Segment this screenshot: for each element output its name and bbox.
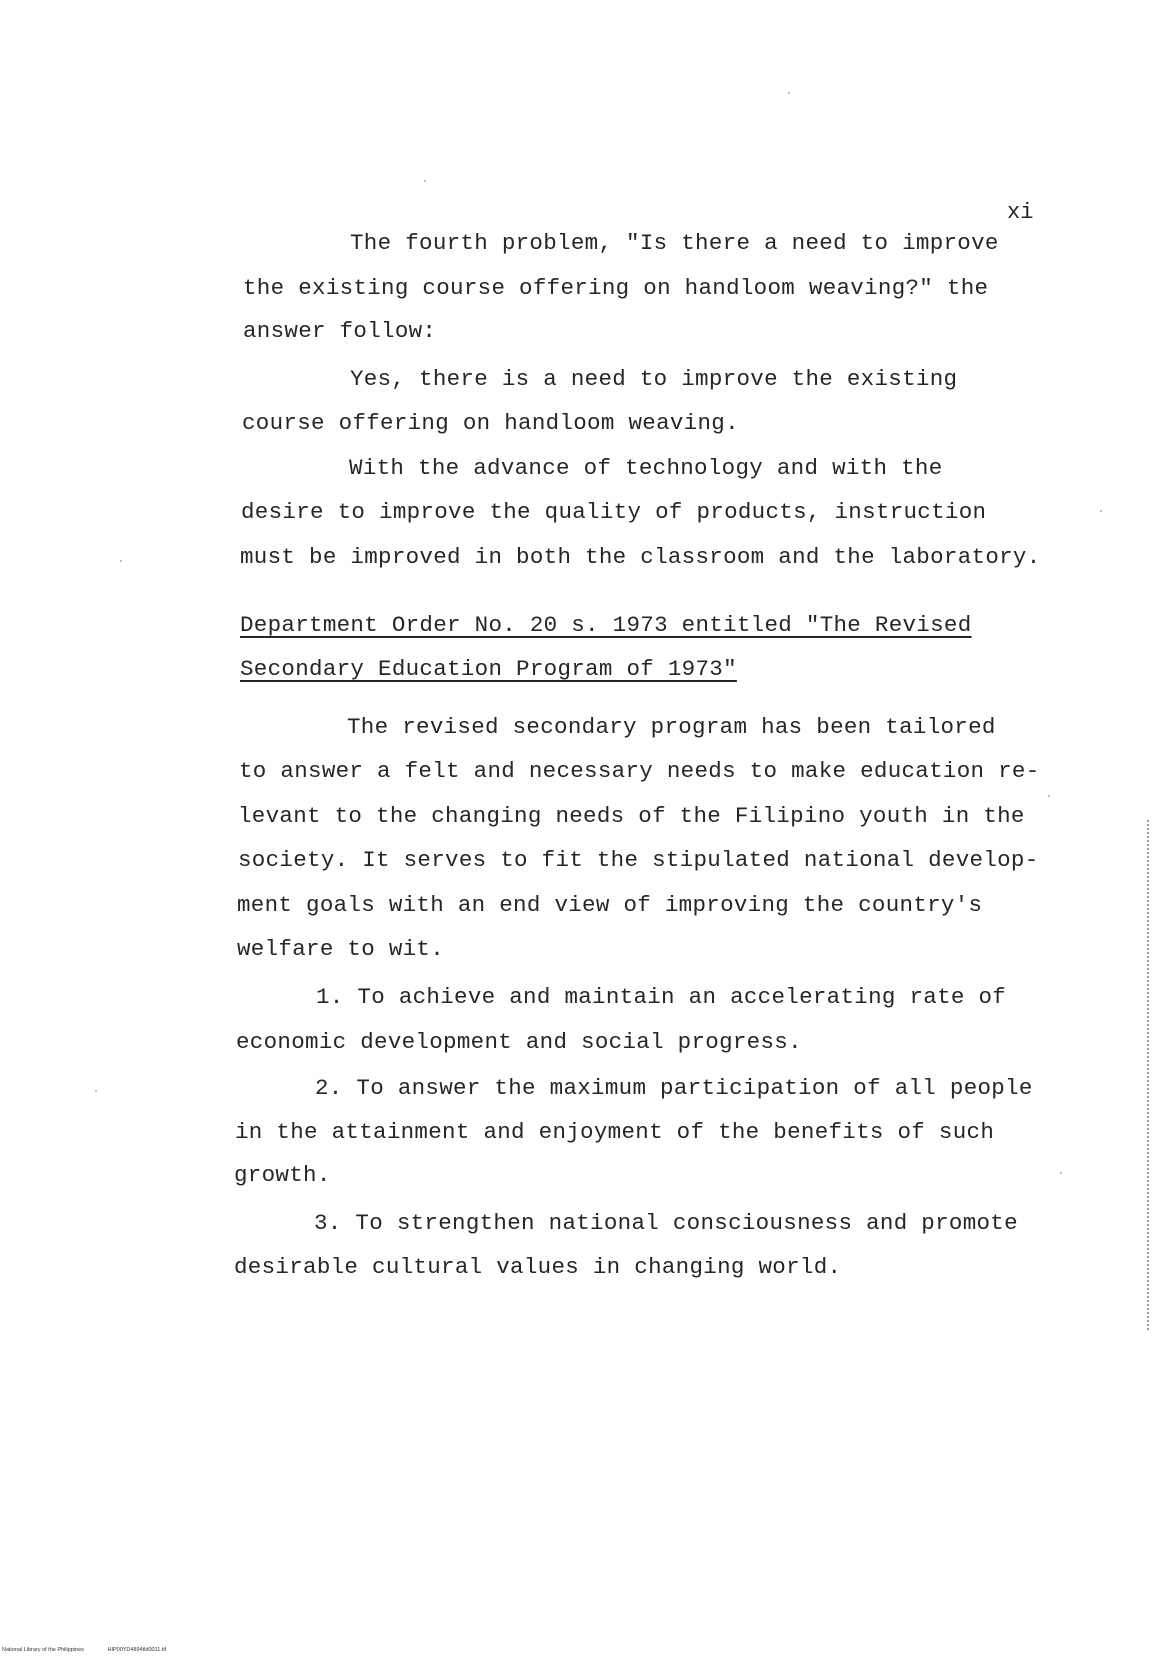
revised-line-5: ment goals with an end view of improving the country's [237,892,983,918]
list-item-2-line-1: 2. To answer the maximum participation of all people [315,1075,1033,1101]
footer-file-id: HIP00YD4894tld0011.tif [107,1647,167,1653]
list-item-2-line-2: in the attainment and enjoyment of the benefits of such [235,1119,995,1145]
list-item-1-line-2: economic development and social progress. [236,1029,802,1055]
revised-line-6: welfare to wit. [237,936,445,962]
advance-line-3: must be improved in both the classroom and the laboratory. [240,544,1041,570]
problem-line-3: answer follow: [243,318,437,344]
scan-edge-dots [1147,820,1151,1330]
advance-line-1: With the advance of technology and with the [349,455,943,481]
scan-speck [1100,510,1102,512]
revised-line-4: society. It serves to fit the stipulated national develop- [238,847,1039,873]
scan-footer [2,1648,166,1654]
scan-speck [95,1090,97,1092]
revised-line-1: The revised secondary program has been tailored [347,714,996,740]
problem-line-2: the existing course offering on handloom weaving?" the [243,275,989,301]
advance-line-2: desire to improve the quality of products, instruction [241,499,987,525]
scan-speck [788,92,790,94]
scan-speck [120,560,122,562]
answer-line-2: course offering on handloom weaving. [242,410,739,436]
section-heading-line-2: Secondary Education Program of 1973" [240,656,737,682]
page-number: xi [1007,200,1034,225]
list-item-3-line-1: 3. To strengthen national consciousness and promote [314,1210,1018,1236]
revised-line-3: levant to the changing needs of the Filipino youth in the [238,803,1025,829]
list-item-3-line-2: desirable cultural values in changing world. [234,1254,842,1280]
problem-line-1: The fourth problem, "Is there a need to improve [350,230,999,256]
revised-line-2: to answer a felt and necessary needs to make education re- [239,758,1040,784]
scan-speck [1048,795,1050,797]
section-heading-line-1: Department Order No. 20 s. 1973 entitled "The Revised [240,612,972,638]
list-item-2-line-3: growth. [234,1162,331,1188]
scan-speck [424,180,426,182]
footer-library: National Library of the Philippines [2,1647,84,1653]
answer-line-1: Yes, there is a need to improve the existing [350,366,958,392]
scan-speck [1060,1172,1062,1174]
list-item-1-line-1: 1. To achieve and maintain an accelerating rate of [316,984,1007,1010]
